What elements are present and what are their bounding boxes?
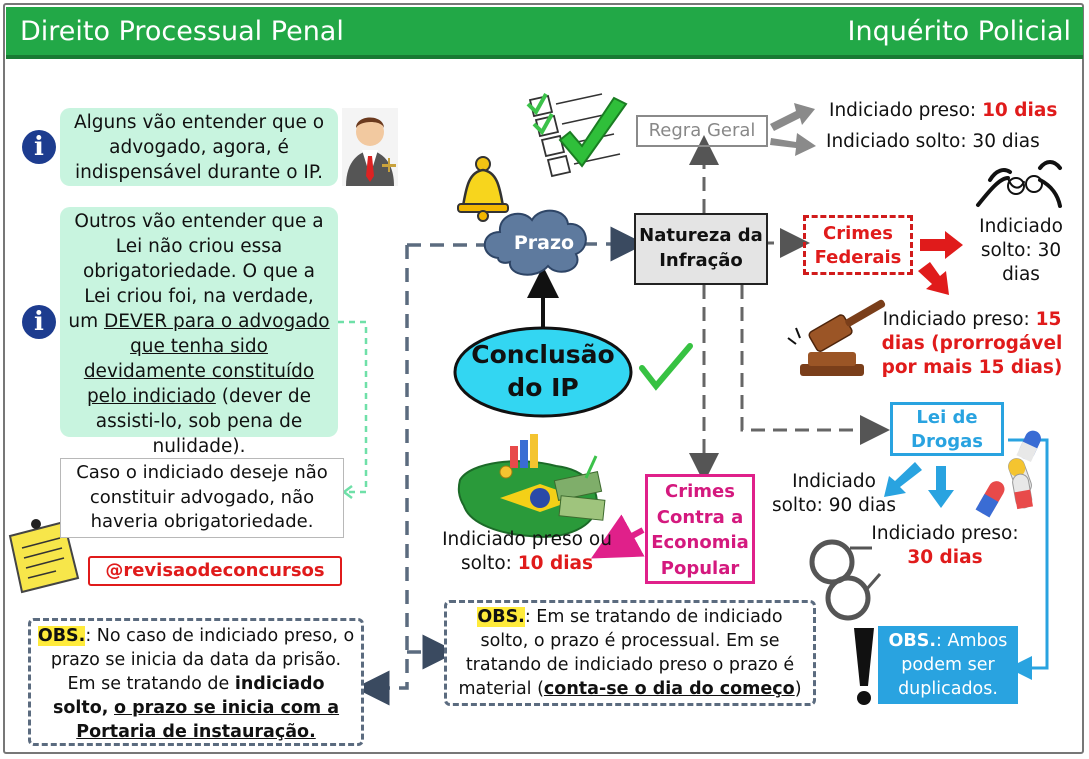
obs-label: OBS. (477, 607, 525, 627)
checkmark-icon (560, 98, 626, 166)
obs-underlined-text: conta-se o dia do começo (543, 679, 795, 699)
obs-prazo-natureza (444, 600, 816, 706)
outcome-label: Indiciado preso: (882, 309, 1030, 330)
obs-bold-text: indiciado solto, (52, 674, 325, 718)
outcome-value: 10 dias (517, 553, 594, 574)
brazil-map-icon (459, 434, 605, 537)
note-dever-advogado (60, 207, 338, 457)
outcome-label: Indiciado preso: (871, 523, 1019, 544)
crimes-economia-node (645, 474, 755, 584)
crimes-federais-label: Crimes Federais (814, 223, 902, 268)
obs-text-close: ) (794, 679, 802, 699)
conclusao-label: Conclusão do IP (471, 340, 615, 402)
handcuffs-hands-icon (978, 162, 1060, 206)
obs-text: : Em se tratando de indiciado solto, o prazo é processual. Em se tratando de indiciado preso o prazo é material ( (458, 607, 795, 699)
drogas-solto-outcome (766, 470, 902, 518)
note-underlined-text: DEVER para o advogado que tenha sido devidamente constituído pelo indiciado (83, 311, 330, 407)
outcome-label: Indiciado solto: 30 dias (979, 216, 1063, 285)
prazo-label: Prazo (513, 232, 575, 254)
obs-label: OBS. (37, 626, 86, 646)
economia-outcome (442, 528, 612, 576)
natureza-node (634, 213, 768, 285)
note-advogado-indispensavel (60, 108, 338, 186)
info-icon: i (22, 130, 56, 164)
outcome-value: 30 dias (907, 547, 983, 568)
note-text: Alguns vão entender que o advogado, agora, é indispensável durante o IP. (73, 112, 325, 183)
federal-solto-outcome (968, 215, 1074, 287)
natureza-label: Natureza da Infração (639, 225, 763, 271)
exclamation-icon (854, 628, 874, 705)
checklist-icon (528, 94, 620, 176)
federais-red-arrows (918, 231, 963, 295)
bell-icon (458, 157, 508, 221)
crimes-federais-node (803, 215, 913, 275)
note-text: Caso o indiciado deseje não constituir advogado, não haveria obrigatoriedade. (76, 462, 328, 532)
regra-solto-outcome (826, 130, 1040, 154)
drogas-preso-outcome (870, 522, 1020, 570)
info-icon: i (22, 305, 56, 339)
lei-drogas-node (890, 402, 1004, 456)
outcome-label: Indiciado solto: 30 dias (826, 131, 1040, 152)
note-text-tail: (dever de assisti-lo, sob pena de nulidade). (95, 386, 312, 457)
regra-geral-arrows (770, 103, 816, 156)
obs-label: OBS. (888, 631, 937, 651)
obs-underlined-text: o prazo se inicia com a Portaria de instauração. (76, 698, 340, 742)
small-checkmark-icon (642, 346, 690, 386)
lawyer-icon (342, 108, 398, 186)
obs-duplicados (878, 626, 1018, 704)
handle-badge (88, 556, 342, 586)
handle-text: @revisaodeconcursos (105, 560, 325, 581)
outcome-value: 15 dias (prorrogável por mais 15 dias) (881, 309, 1063, 378)
outcome-label: Indiciado solto: 90 dias (771, 471, 897, 516)
natureza-connectors (704, 150, 875, 468)
economia-arrow (612, 530, 643, 547)
conclusao-node (462, 338, 624, 404)
outcome-value: 10 dias (982, 100, 1058, 121)
note-nao-obrigatoriedade (60, 458, 344, 538)
crimes-economia-label: Crimes Contra a Economia Popular (651, 481, 749, 579)
federal-preso-outcome (872, 308, 1072, 380)
outcome-label: Indiciado preso: (829, 100, 977, 121)
regra-preso-outcome (829, 99, 1057, 123)
prazo-node (498, 232, 590, 254)
obs-text: : No caso de indiciado preso, o prazo se inicia da data da prisão. Em se tratando de (50, 626, 355, 694)
outcome-label: Indiciado preso ou solto: (442, 529, 612, 574)
regra-geral-node (636, 115, 768, 147)
regra-geral-label: Regra Geral (648, 120, 756, 141)
page-title: Direito Processual Penal (20, 16, 344, 47)
obs-text: : Ambos podem ser duplicados. (898, 631, 1008, 699)
note-text: Outros vão entender que a Lei não criou essa obrigatoriedade. O que a Lei criou foi, na verdade, um (68, 211, 324, 332)
lei-drogas-label: Lei de Drogas (911, 407, 983, 452)
obs-prazo-inicio (28, 618, 364, 746)
page-subtitle: Inquérito Policial (847, 16, 1071, 47)
